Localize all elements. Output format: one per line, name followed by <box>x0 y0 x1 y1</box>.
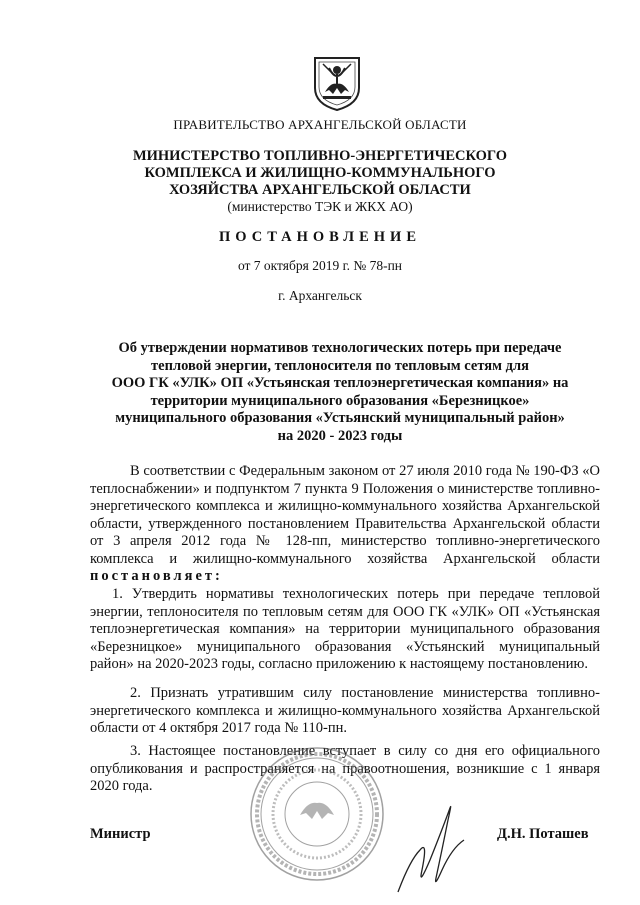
document-title <box>90 340 590 445</box>
document-date-number: от 7 октября 2019 г. № 78-пн <box>237 258 403 273</box>
preamble-text: В соответствии с Федеральным законом от 27 июля 2010 года № 190-ФЗ «О теплоснабжении» и подпунктом 7 пункта 9 Положения о министерстве топливно-энергетического комплекса и жилищно-коммунального хозяйства Архангельской области, утвержденного постановлением Правительства Архангельской области от 3 апреля 2012 года № 128-пп, министерство топливно-энергетического комплекса и жилищно-коммунального хозяйства Архангельской области <box>90 463 600 567</box>
ministry-name-line: ХОЗЯЙСТВА АРХАНГЕЛЬСКОЙ ОБЛАСТИ <box>169 182 471 198</box>
handwritten-signature <box>390 800 480 895</box>
title-line: тепловой энергии, теплоносителя по тепловым сетям для <box>151 357 529 374</box>
signatory-name: Д.Н. Поташев <box>497 826 589 842</box>
preamble-paragraph <box>90 463 600 586</box>
item-2-paragraph: 2. Признать утратившим силу постановление министерства топливно-энергетического комплекса и жилищно-коммунального хозяйства Архангельской области от 4 октября 2017 года № 110-пн. <box>90 685 600 736</box>
title-line: территории муниципального образования «Березницкое» <box>150 392 530 409</box>
official-seal-stamp <box>248 745 386 883</box>
signatory-position: Министр <box>90 826 151 842</box>
ministry-name-line: КОМПЛЕКСА И ЖИЛИЩНО-КОММУНАЛЬНОГО <box>144 165 496 181</box>
decree-word: постановляет: <box>90 568 223 584</box>
ministry-short-name: (министерство ТЭК и ЖКХ АО) <box>227 199 413 214</box>
title-line: муниципального образования «Устьянский муниципальный район» <box>115 410 565 426</box>
title-line: Об утверждении нормативов технологических потерь при передаче <box>118 340 562 356</box>
title-line: на 2020 - 2023 годы <box>277 427 403 444</box>
coat-of-arms-icon <box>311 54 363 112</box>
document-type: ПОСТАНОВЛЕНИЕ <box>218 229 421 245</box>
government-name: ПРАВИТЕЛЬСТВО АРХАНГЕЛЬСКОЙ ОБЛАСТИ <box>173 117 467 132</box>
document-city: г. Архангельск <box>278 288 362 303</box>
title-line: ООО ГК «УЛК» ОП «Устьянская теплоэнергетическая компания» на <box>111 375 569 391</box>
ministry-name-line: МИНИСТЕРСТВО ТОПЛИВНО-ЭНЕРГЕТИЧЕСКОГО <box>132 148 508 164</box>
ministry-name <box>0 148 640 199</box>
item-3-paragraph: 3. Настоящее постановление вступает в силу со дня его официального опубликования и распространяется на правоотношения, возникшие с 1 января 2020 года. <box>90 743 600 794</box>
item-1-paragraph: 1. Утвердить нормативы технологических потерь при передаче тепловой энергии, теплоносителя по тепловым сетям для ООО ГК «УЛК» ОП «Устьянская теплоэнергетическая компания» на территории муниципального образования «Березницкое» муниципального образования «Устьянский муниципальный район» на 2020-2023 годы, согласно приложению к настоящему постановлению. <box>90 586 600 672</box>
